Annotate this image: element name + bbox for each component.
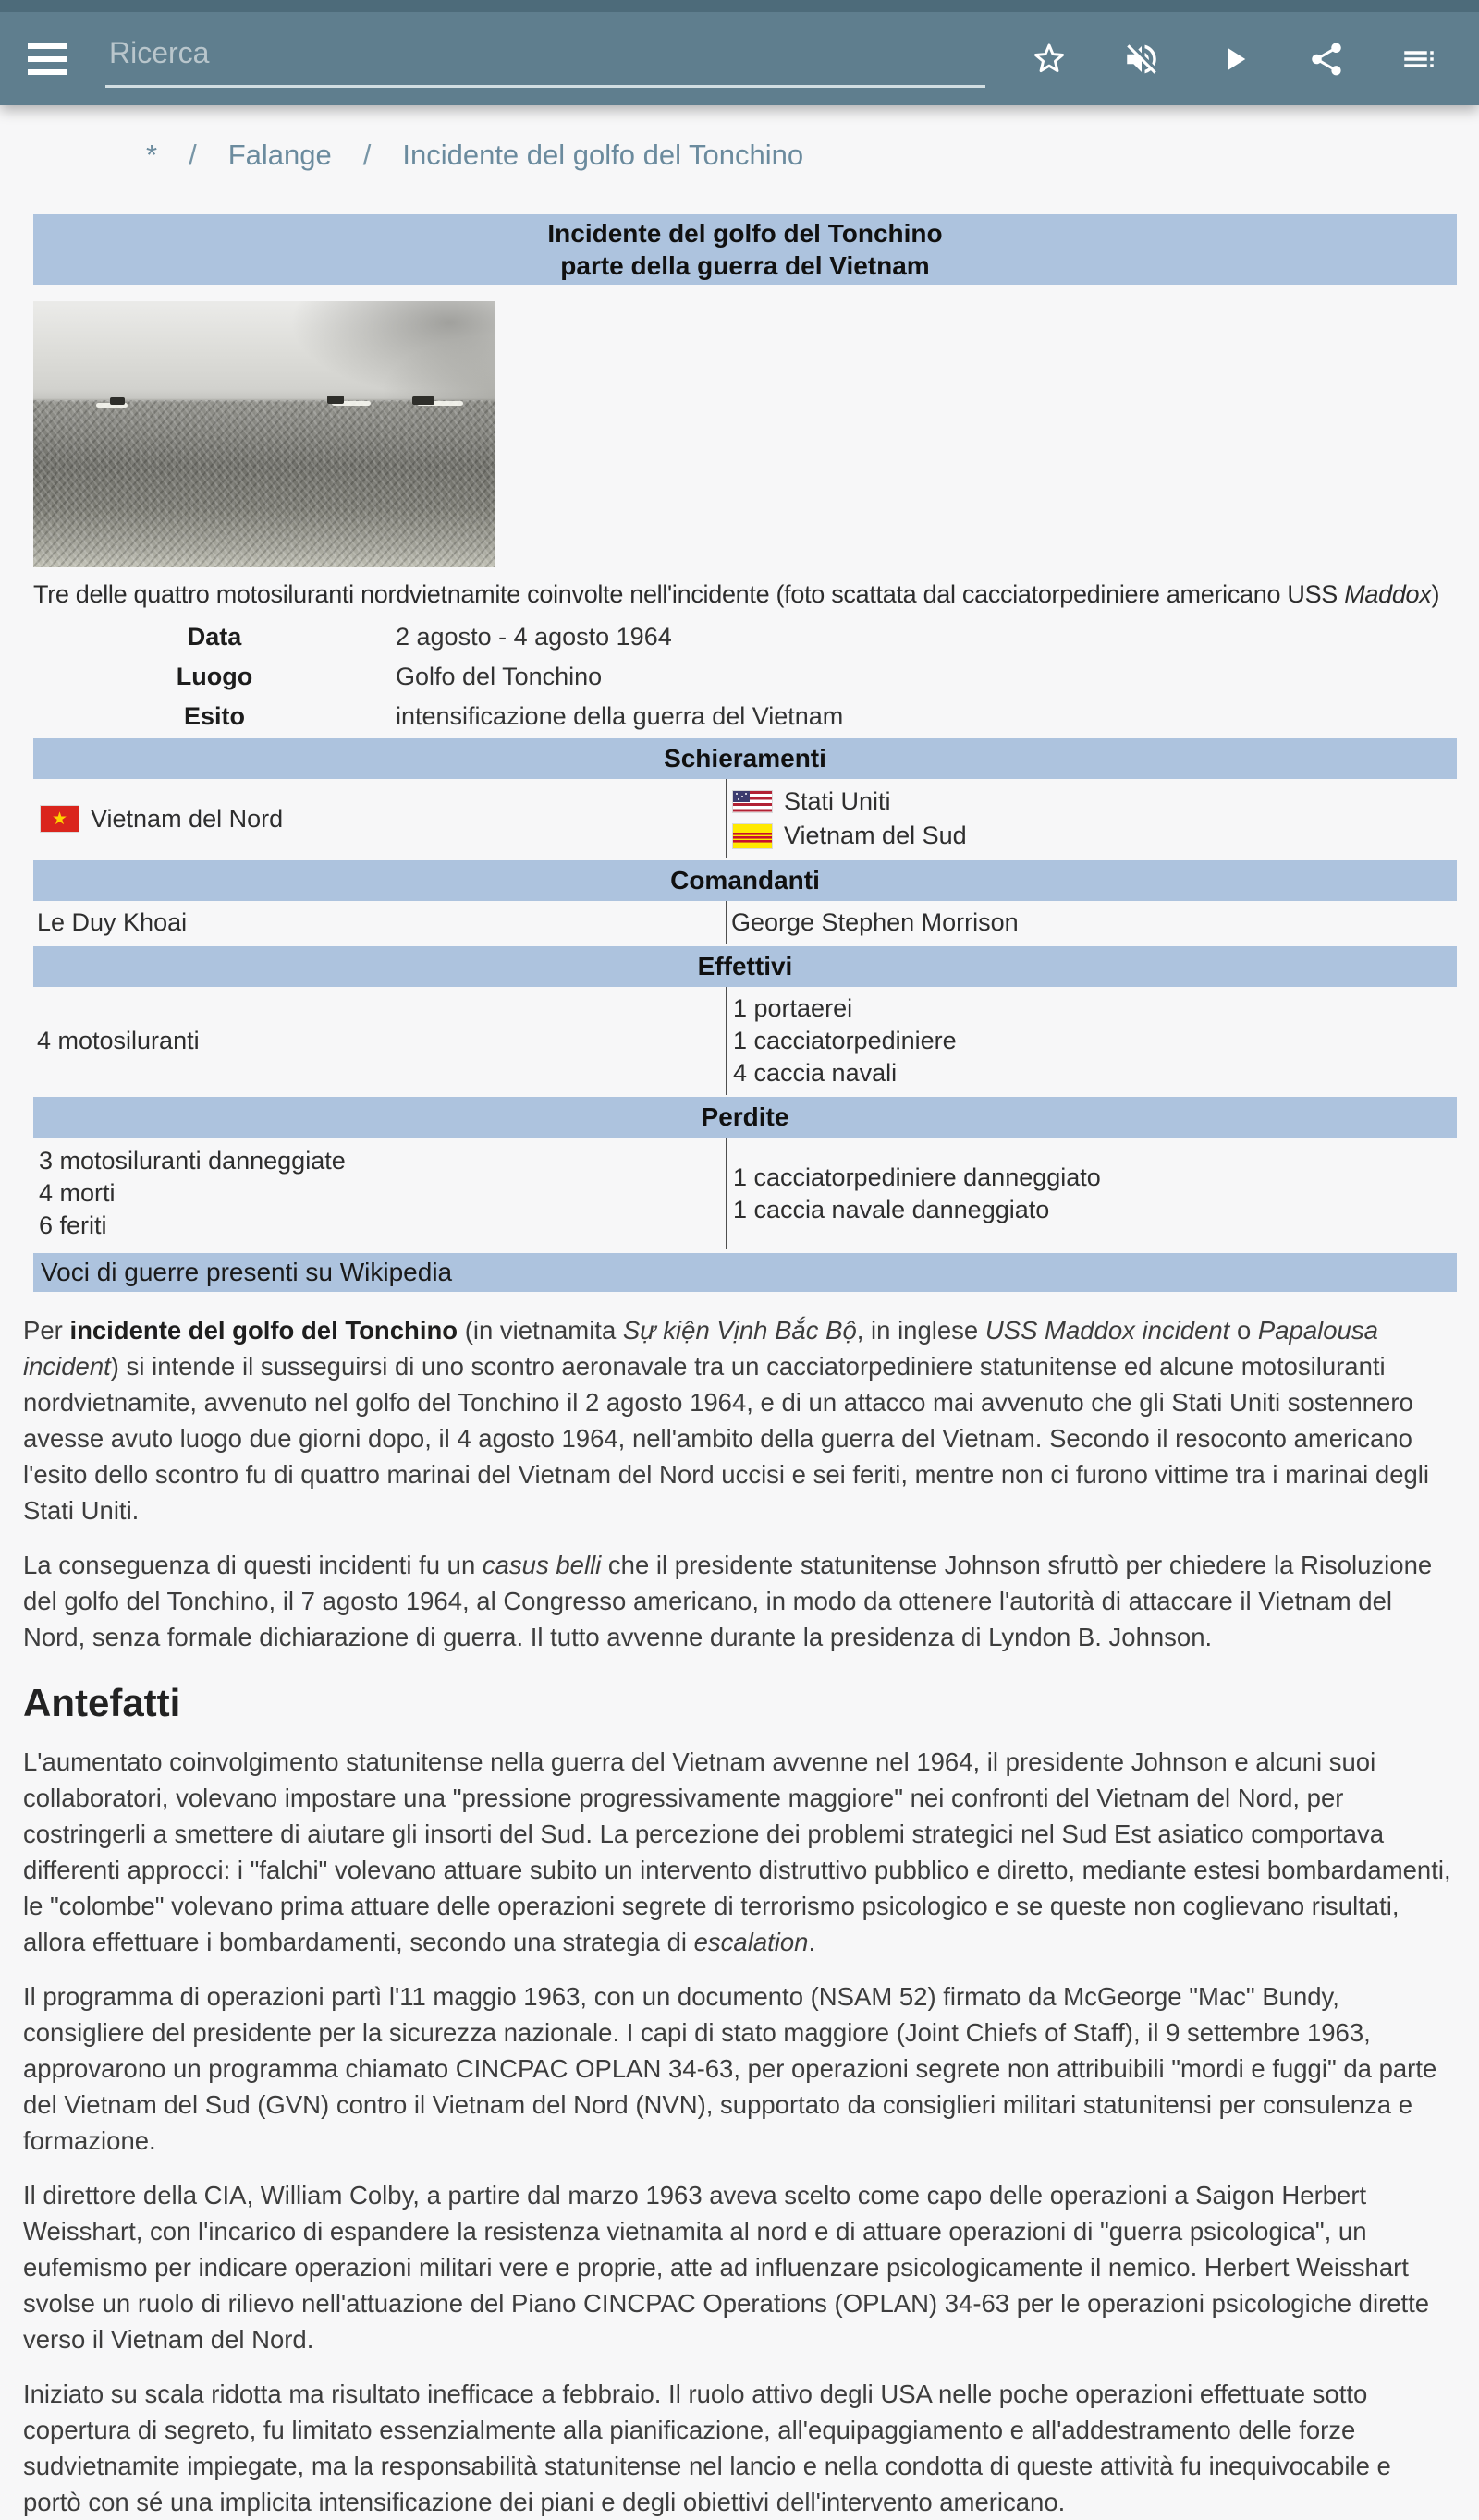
photo-caption: Tre delle quattro motosiluranti nordvietnamite coinvolte nell'incidente (foto scattata dal cacciatorpediniere americano USS Maddox) xyxy=(33,580,1440,608)
infobox-header xyxy=(33,214,1457,285)
flag-vietnam-sud-icon xyxy=(733,824,772,848)
belligerent-label: Stati Uniti xyxy=(784,787,891,815)
infobox-facts xyxy=(33,617,1457,737)
belligerent-label: Vietnam del Sud xyxy=(784,822,967,849)
star-outline-icon xyxy=(1030,40,1069,79)
breadcrumb-root[interactable]: * xyxy=(146,139,158,171)
fact-value: intensificazione della guerra del Vietnam xyxy=(396,702,844,730)
belligerent-row xyxy=(733,819,1451,853)
toc-icon xyxy=(1400,40,1438,79)
section-header-schieramenti: Schieramenti xyxy=(33,738,1457,779)
article-paragraph: Il programma di operazioni partì l'11 maggio 1963, con un documento (NSAM 52) firmato da McGeorge "Mac" Bundy, consigliere del presidente per la sicurezza nazionale. I capi di stato maggiore (Joint Chiefs of Staff), il 9 settembre 1963, approvarono un programma chiamato CINCPAC OPLAN 34-63, per operazioni segrete non attribuibili "mordi e fuggi" da parte del Vietnam del Sud (GVN) contro il Vietnam del Nord (NVN), supportato da consiglieri militari statunitensi per consulenza e formazione. xyxy=(23,1982,1437,2155)
fact-label: Data xyxy=(187,623,242,651)
status-bar xyxy=(0,0,1479,12)
article-paragraph: Iniziato su scala ridotta ma risultato inefficace a febbraio. Il ruolo attivo degli USA nelle poche operazioni effettuate sotto copertura di segreto, fu limitato essenzialmente alla pianificazione, all'equipaggiamento e all'addestramento delle forze sudvietnamite impiegate, ma la responsabilità statunitense nel lancio e nella condotta di queste attività fu inequivocabile e portò con sé una implicita intensificazione dei piani e degli obiettivi dell'intervento americano. xyxy=(23,2380,1391,2516)
article-paragraph: Il direttore della CIA, William Colby, a partire dal marzo 1963 aveva scelto come capo delle operazioni a Saigon Herbert Weisshart, con l'incarico di espandere la resistenza vietnamita al nord e di attuare operazioni di "guerra psicologica", un eufemismo per indicare operazioni militari vere e proprie, atte ad influenzare psicologicamente il nemico. Herbert Weisshart svolse un ruolo di rilievo nell'attuazione del Piano CINCPAC Operations (OPLAN) 34-63 per le operazioni psicologiche dirette verso il Vietnam del Nord. xyxy=(23,2181,1430,2354)
boat xyxy=(327,396,344,404)
comandanti-row xyxy=(33,901,1457,944)
favorite-button[interactable] xyxy=(1028,38,1070,80)
infobox-title: Incidente del golfo del Tonchino xyxy=(547,219,943,248)
boat xyxy=(412,396,434,405)
app-bar xyxy=(0,0,1479,105)
section-header-perdite: Perdite xyxy=(33,1097,1457,1138)
share-icon xyxy=(1307,40,1346,79)
search-field xyxy=(105,30,985,88)
breadcrumb-item-falange[interactable]: Falange xyxy=(227,139,332,171)
schieramenti-left xyxy=(33,779,726,858)
fact-value: Golfo del Tonchino xyxy=(396,663,603,690)
belligerent-row xyxy=(733,785,1451,819)
play-icon xyxy=(1215,40,1253,79)
article-paragraph: L'aumentato coinvolgimento statunitense nella guerra del Vietnam avvenne nel 1964, il presidente Johnson e alcuni suoi collaboratori, volevano impostare una "pressione progressivamente maggiore" nei confronti del Vietnam del Nord, per costringerli a smettere di aiutare gli insorti del Sud. La percezione dei problemi strategici nel Sud Est asiatico comportava differenti approcci: i "falchi" volevano attuare subito un intervento distruttivo pubblico e diretto, mediante estesi bombardamenti, le "colombe" volevano prima attuare delle operazioni segrete di terrorismo psicologico e se queste non coglievano risultati, allora effettuare i bombardamenti, secondo una strategia di escalation. xyxy=(23,1747,1451,1956)
section-heading-antefatti: Antefatti xyxy=(23,1681,181,1724)
schieramenti-row xyxy=(33,779,1457,858)
belligerent-label: Vietnam del Nord xyxy=(91,804,284,833)
app-bar-actions xyxy=(1028,38,1440,80)
article-paragraph: Per incidente del golfo del Tonchino (in vietnamita Sự kiện Vịnh Bắc Bộ, in inglese USS Maddox incident o Papalousa incident) si intende il susseguirsi di uno scontro aeronavale tra un cacciatorpediniere statunitense ed alcune motosiluranti nordvietnamite, avvenuto nel golfo del Tonchino il 2 agosto 1964, e di un attacco mai avvenuto che gli Stati Uniti sostennero avesse avuto luogo due giorni dopo, il 4 agosto 1964, nell'ambito della guerra del Vietnam. Secondo il resoconto americano l'esito dello scontro fu di quattro marinai del Vietnam del Nord uccisi e sei feriti, mentre non ci furono vittime tra i marinai degli Stati Uniti. xyxy=(23,1316,1429,1525)
volume-off-icon xyxy=(1122,40,1161,79)
strength-right: 1 portaerei 1 cacciatorpediniere 4 caccia navali xyxy=(726,987,1457,1095)
breadcrumb-separator: / xyxy=(362,139,372,171)
casualties-right: 1 cacciatorpediniere danneggiato 1 caccia navale danneggiato xyxy=(726,1138,1457,1249)
contents-button[interactable] xyxy=(1398,38,1440,80)
fact-row-data xyxy=(33,617,1457,657)
boat xyxy=(110,397,125,405)
breadcrumb-separator: / xyxy=(189,139,197,171)
commander-left: Le Duy Khoai xyxy=(37,908,188,936)
fact-value: 2 agosto - 4 agosto 1964 xyxy=(396,623,672,651)
schieramenti-right xyxy=(726,779,1457,858)
commander-right: George Stephen Morrison xyxy=(726,901,1457,944)
fact-label: Luogo xyxy=(176,663,253,690)
play-button[interactable] xyxy=(1213,38,1255,80)
breadcrumb-current-page: Incidente del golfo del Tonchino xyxy=(402,139,804,171)
flag-usa-icon xyxy=(733,791,772,812)
flag-vietnam-nord-icon: ★ xyxy=(41,806,79,832)
share-button[interactable] xyxy=(1305,38,1348,80)
section-header-comandanti: Comandanti xyxy=(33,860,1457,901)
mute-button[interactable] xyxy=(1120,38,1163,80)
search-input[interactable] xyxy=(105,30,985,88)
fact-row-luogo xyxy=(33,657,1457,697)
effettivi-row xyxy=(33,987,1457,1095)
perdite-row xyxy=(33,1138,1457,1249)
infobox-subtitle: parte della guerra del Vietnam xyxy=(560,251,930,280)
fact-row-esito xyxy=(33,697,1457,737)
infobox-photo[interactable] xyxy=(33,301,495,567)
infobox xyxy=(33,214,1457,1292)
casualties-left: 3 motosiluranti danneggiate 4 morti 6 feriti xyxy=(39,1147,346,1239)
section-header-effettivi: Effettivi xyxy=(33,946,1457,987)
menu-button[interactable] xyxy=(28,32,81,86)
strength-left: 4 motosiluranti xyxy=(37,1027,200,1054)
article-paragraph: La conseguenza di questi incidenti fu un casus belli che il presidente statunitense Johnson sfruttò per chiedere la Risoluzione del golfo del Tonchino, il 7 agosto 1964, al Congresso americano, in modo da ottenere l'autorità di attaccare il Vietnam del Nord, senza formale dichiarazione di guerra. Il tutto avvenne durante la presidenza di Lyndon B. Johnson. xyxy=(23,1551,1433,1651)
infobox-footer-link[interactable]: Voci di guerre presenti su Wikipedia xyxy=(33,1253,1457,1292)
article-body xyxy=(23,1312,1456,2520)
breadcrumb xyxy=(146,137,1442,174)
fact-label: Esito xyxy=(183,702,245,730)
